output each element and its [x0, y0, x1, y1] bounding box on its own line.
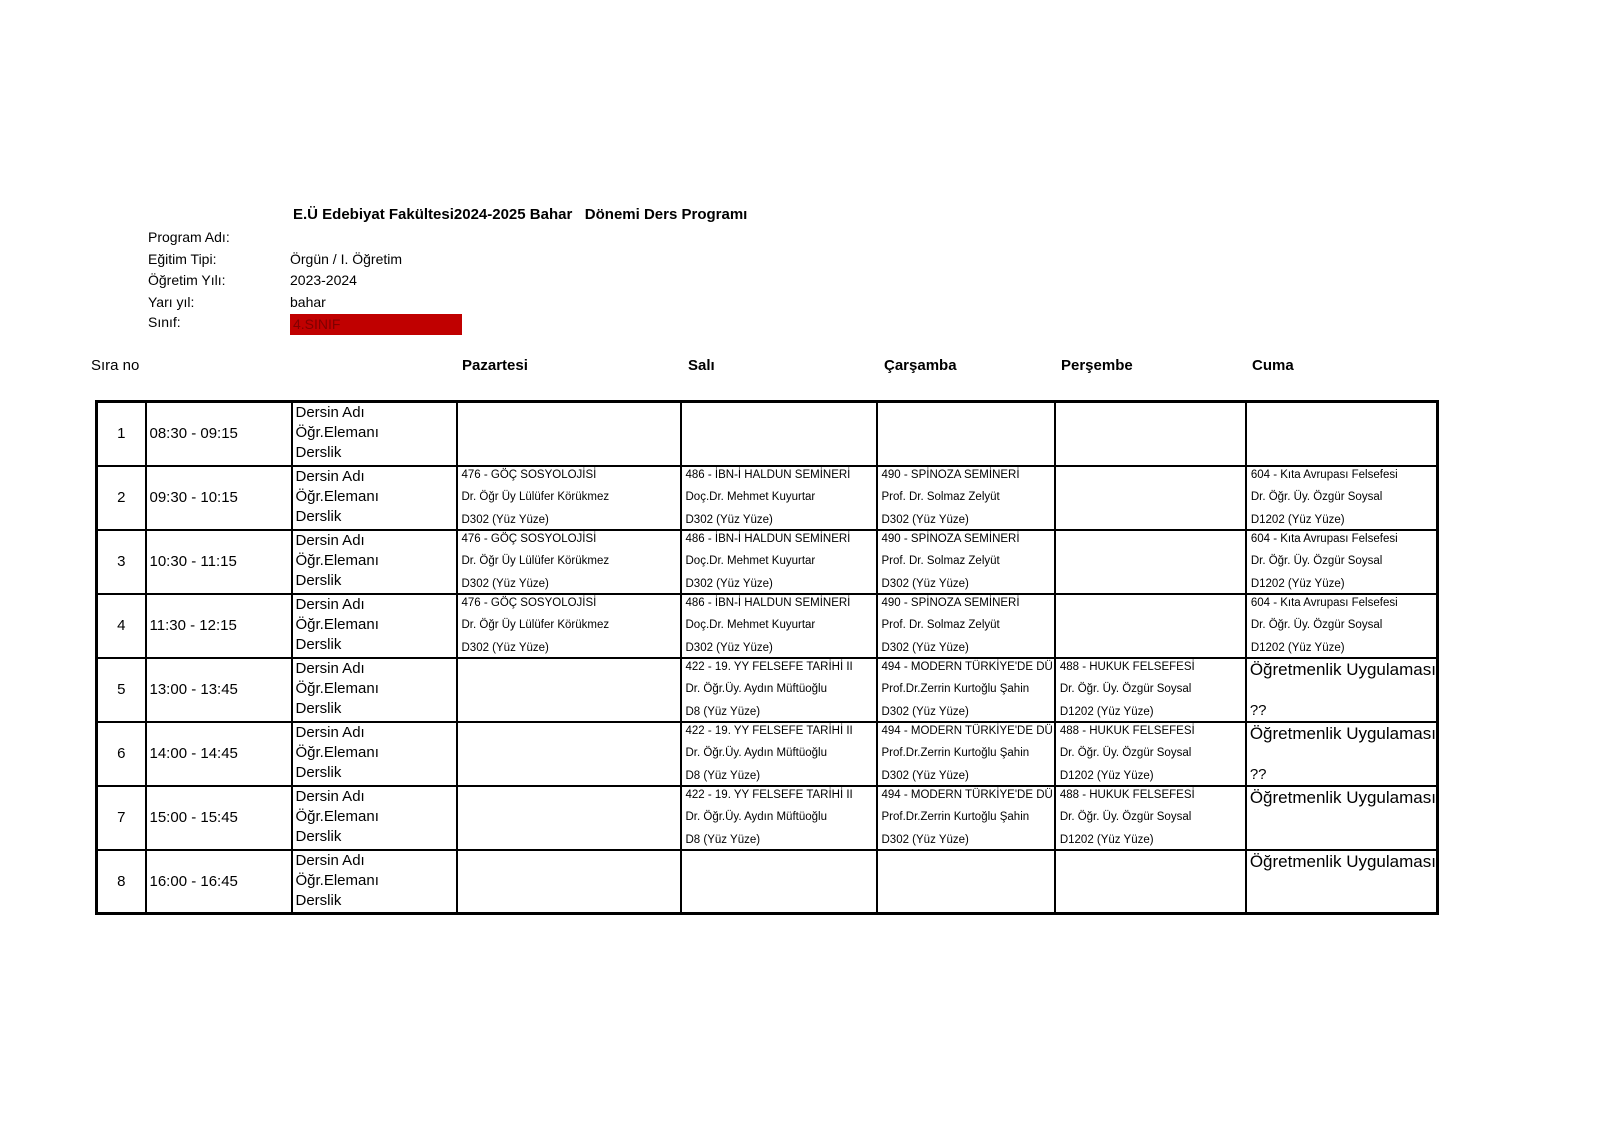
row-label-line: Derslik — [295, 891, 342, 909]
course-entry — [682, 659, 876, 721]
course-title: 486 - İBN-İ HALDUN SEMİNERİ — [685, 532, 851, 545]
meta-row-academic-year — [148, 272, 357, 294]
course-title: 422 - 19. YY FELSEFE TARİHİ II — [685, 724, 853, 737]
row-label-line: Öğr.Elemanı — [295, 487, 379, 505]
course-entry — [1247, 595, 1436, 657]
day-cell — [1246, 658, 1438, 722]
course-room: D8 (Yüz Yüze) — [685, 769, 761, 782]
course-title: 494 - MODERN TÜRKİYE'DE DÜ — [881, 724, 1053, 737]
day-cell — [681, 402, 877, 466]
course-instructor: Prof.Dr.Zerrin Kurtoğlu Şahin — [881, 683, 1030, 695]
course-title: 490 - SPİNOZA SEMİNERİ — [881, 532, 1020, 545]
schedule-row — [97, 530, 1438, 594]
practice-entry — [1247, 851, 1436, 911]
course-title: 486 - İBN-İ HALDUN SEMİNERİ — [685, 468, 851, 481]
course-instructor: Dr. Öğr Üy Lülüfer Körükmez — [461, 619, 610, 631]
course-instructor: Doç.Dr. Mehmet Kuyurtar — [685, 619, 816, 631]
day-header-sali: Salı — [688, 357, 715, 374]
course-title: 604 - Kıta Avrupası Felsefesi — [1250, 532, 1398, 545]
time-slot-cell: 10:30 - 11:15 — [146, 530, 292, 594]
course-instructor: Dr. Öğr. Üy. Özgür Soysal — [1059, 747, 1192, 759]
course-room: D302 (Yüz Yüze) — [685, 641, 773, 654]
time-slot-cell: 15:00 - 15:45 — [146, 786, 292, 850]
row-label-line: Dersin Adı — [295, 467, 365, 485]
time-slot-cell: 16:00 - 16:45 — [146, 850, 292, 914]
course-room: D302 (Yüz Yüze) — [881, 513, 969, 526]
row-label-line: Dersin Adı — [295, 531, 365, 549]
course-instructor: Doç.Dr. Mehmet Kuyurtar — [685, 555, 816, 567]
schedule-table — [95, 400, 1439, 915]
academic-year-value: 2023-2024 — [290, 272, 357, 288]
schedule-row — [97, 786, 1438, 850]
day-cell — [1246, 402, 1438, 466]
time-slot-cell: 11:30 - 12:15 — [146, 594, 292, 658]
day-cell — [1246, 786, 1438, 850]
class-label: Sınıf: — [148, 314, 181, 330]
course-entry — [682, 467, 876, 529]
day-cell — [877, 594, 1055, 658]
day-cell — [877, 850, 1055, 914]
course-title: 604 - Kıta Avrupası Felsefesi — [1250, 596, 1398, 609]
row-label-line: Öğr.Elemanı — [295, 743, 379, 761]
course-room: D1202 (Yüz Yüze) — [1250, 513, 1345, 526]
education-type-label: Eğitim Tipi: — [148, 251, 217, 267]
course-title: 486 - İBN-İ HALDUN SEMİNERİ — [685, 596, 851, 609]
day-cell — [1055, 786, 1246, 850]
day-header-cuma: Cuma — [1252, 357, 1294, 374]
row-labels-cell — [292, 786, 457, 850]
day-cell — [457, 530, 681, 594]
program-name-label: Program Adı: — [148, 229, 230, 245]
day-cell — [1246, 530, 1438, 594]
time-slot-cell: 13:00 - 13:45 — [146, 658, 292, 722]
day-cell — [1055, 402, 1246, 466]
row-label-line: Dersin Adı — [295, 595, 365, 613]
course-room: D302 (Yüz Yüze) — [461, 577, 549, 590]
day-cell — [1055, 722, 1246, 786]
practice-entry — [1247, 787, 1436, 847]
course-entry — [682, 531, 876, 593]
course-room: D1202 (Yüz Yüze) — [1250, 577, 1345, 590]
row-label-line: Dersin Adı — [295, 659, 365, 677]
day-cell — [1246, 850, 1438, 914]
course-entry — [878, 659, 1054, 721]
practice-title: Öğretmenlik Uygulaması — [1247, 660, 1436, 680]
schedule-row — [97, 658, 1438, 722]
row-number-cell: 3 — [97, 530, 146, 594]
day-cell — [681, 530, 877, 594]
course-room: D302 (Yüz Yüze) — [881, 833, 969, 846]
row-labels-cell — [292, 850, 457, 914]
row-labels-cell — [292, 530, 457, 594]
row-labels-cell — [292, 722, 457, 786]
day-cell — [1055, 850, 1246, 914]
course-entry — [878, 531, 1054, 593]
course-entry — [458, 531, 680, 593]
day-header-carsamba: Çarşamba — [884, 357, 957, 374]
academic-year-label: Öğretim Yılı: — [148, 272, 226, 288]
row-label-line: Öğr.Elemanı — [295, 679, 379, 697]
day-cell — [877, 530, 1055, 594]
course-instructor: Dr. Öğr. Üy. Özgür Soysal — [1059, 811, 1192, 823]
semester-label: Yarı yıl: — [148, 294, 195, 310]
course-instructor: Prof. Dr. Solmaz Zelyüt — [881, 491, 1000, 503]
day-cell — [457, 658, 681, 722]
row-label-line: Derslik — [295, 827, 342, 845]
practice-entry — [1247, 723, 1436, 783]
day-cell — [1055, 658, 1246, 722]
course-instructor: Dr. Öğr. Üy. Özgür Soysal — [1250, 619, 1383, 631]
course-title: 490 - SPİNOZA SEMİNERİ — [881, 468, 1020, 481]
day-cell — [1246, 594, 1438, 658]
course-entry — [682, 595, 876, 657]
day-cell — [877, 402, 1055, 466]
course-instructor: Prof.Dr.Zerrin Kurtoğlu Şahin — [881, 811, 1030, 823]
course-room: D1202 (Yüz Yüze) — [1250, 641, 1345, 654]
course-room: D302 (Yüz Yüze) — [685, 577, 773, 590]
course-instructor: Dr. Öğr.Üy. Aydın Müftüoğlu — [685, 747, 827, 759]
row-label-line: Dersin Adı — [295, 404, 365, 421]
row-number-cell: 1 — [97, 402, 146, 466]
practice-note: ?? — [1249, 765, 1267, 783]
day-cell — [681, 594, 877, 658]
course-instructor: Dr. Öğr Üy Lülüfer Körükmez — [461, 555, 610, 567]
course-room: D302 (Yüz Yüze) — [461, 641, 549, 654]
row-label-line: Öğr.Elemanı — [295, 615, 379, 633]
row-labels-cell — [292, 594, 457, 658]
course-instructor: Dr. Öğr. Üy. Özgür Soysal — [1250, 491, 1383, 503]
day-cell — [877, 466, 1055, 530]
meta-row-semester — [148, 294, 326, 316]
day-cell — [1055, 594, 1246, 658]
time-slot-cell: 08:30 - 09:15 — [146, 402, 292, 466]
day-cell — [681, 850, 877, 914]
time-slot-cell: 09:30 - 10:15 — [146, 466, 292, 530]
day-cell — [681, 658, 877, 722]
corner-label-sira-no: Sıra no — [91, 357, 140, 374]
course-room: D302 (Yüz Yüze) — [685, 513, 773, 526]
course-title: 476 - GÖÇ SOSYOLOJİSİ — [461, 596, 597, 609]
course-title: 494 - MODERN TÜRKİYE'DE DÜ — [881, 660, 1053, 673]
course-entry — [458, 595, 680, 657]
schedule-row — [97, 850, 1438, 914]
row-label-line: Öğr.Elemanı — [295, 551, 379, 569]
day-cell — [681, 722, 877, 786]
schedule-row — [97, 722, 1438, 786]
practice-title: Öğretmenlik Uygulaması — [1247, 852, 1436, 872]
course-entry — [1247, 531, 1436, 593]
course-title: 422 - 19. YY FELSEFE TARİHİ II — [685, 788, 853, 801]
course-entry — [1056, 787, 1245, 849]
practice-note: ?? — [1249, 701, 1267, 719]
course-instructor: Prof.Dr.Zerrin Kurtoğlu Şahin — [881, 747, 1030, 759]
course-entry — [878, 787, 1054, 849]
row-number-cell: 6 — [97, 722, 146, 786]
course-room: D8 (Yüz Yüze) — [685, 833, 761, 846]
day-cell — [1246, 722, 1438, 786]
day-header-persembe: Perşembe — [1061, 357, 1133, 374]
row-number-cell: 5 — [97, 658, 146, 722]
row-label-line: Derslik — [295, 444, 342, 461]
course-title: 604 - Kıta Avrupası Felsefesi — [1250, 468, 1398, 481]
course-entry — [682, 787, 876, 849]
row-label-line: Derslik — [295, 571, 342, 589]
practice-entry — [1247, 659, 1436, 719]
course-title: 488 - HUKUK FELSEFESİ — [1059, 660, 1195, 673]
course-room: D302 (Yüz Yüze) — [881, 577, 969, 590]
course-title: 490 - SPİNOZA SEMİNERİ — [881, 596, 1020, 609]
row-number-cell: 4 — [97, 594, 146, 658]
course-room: D1202 (Yüz Yüze) — [1059, 705, 1154, 718]
time-slot-cell: 14:00 - 14:45 — [146, 722, 292, 786]
row-labels-cell — [292, 466, 457, 530]
course-instructor: Dr. Öğr.Üy. Aydın Müftüoğlu — [685, 683, 827, 695]
row-label-line: Öğr.Elemanı — [295, 871, 379, 889]
day-cell — [1055, 466, 1246, 530]
class-value-highlight: 4.SINIF — [290, 314, 462, 335]
practice-title: Öğretmenlik Uygulaması — [1247, 724, 1436, 744]
row-number-cell: 2 — [97, 466, 146, 530]
course-entry — [1056, 659, 1245, 721]
row-label-line: Derslik — [295, 763, 342, 781]
row-label-line: Öğr.Elemanı — [295, 807, 379, 825]
day-cell — [877, 658, 1055, 722]
meta-row-program — [148, 229, 290, 251]
course-title: 422 - 19. YY FELSEFE TARİHİ II — [685, 660, 853, 673]
course-entry — [878, 467, 1054, 529]
course-title: 476 - GÖÇ SOSYOLOJİSİ — [461, 468, 597, 481]
course-instructor: Dr. Öğr. Üy. Özgür Soysal — [1250, 555, 1383, 567]
course-instructor: Doç.Dr. Mehmet Kuyurtar — [685, 491, 816, 503]
row-label-line: Derslik — [295, 635, 342, 653]
meta-row-education-type — [148, 251, 402, 273]
course-instructor: Prof. Dr. Solmaz Zelyüt — [881, 619, 1000, 631]
course-room: D8 (Yüz Yüze) — [685, 705, 761, 718]
course-room: D302 (Yüz Yüze) — [881, 641, 969, 654]
row-number-cell: 8 — [97, 850, 146, 914]
row-label-line: Derslik — [295, 507, 342, 525]
course-entry — [682, 723, 876, 785]
course-room: D1202 (Yüz Yüze) — [1059, 833, 1154, 846]
day-cell — [457, 594, 681, 658]
course-title: 488 - HUKUK FELSEFESİ — [1059, 788, 1195, 801]
row-label-line: Dersin Adı — [295, 851, 365, 869]
row-label-line: Derslik — [295, 699, 342, 717]
day-cell — [877, 722, 1055, 786]
row-label-line: Öğr.Elemanı — [295, 424, 379, 441]
row-label-line: Dersin Adı — [295, 723, 365, 741]
course-entry — [1056, 723, 1245, 785]
day-cell — [457, 466, 681, 530]
schedule-row — [97, 594, 1438, 658]
row-label-line: Dersin Adı — [295, 787, 365, 805]
course-room: D302 (Yüz Yüze) — [461, 513, 549, 526]
day-cell — [877, 786, 1055, 850]
day-cell — [457, 850, 681, 914]
course-title: 494 - MODERN TÜRKİYE'DE DÜ — [881, 788, 1053, 801]
course-title: 476 - GÖÇ SOSYOLOJİSİ — [461, 532, 597, 545]
day-cell — [1246, 466, 1438, 530]
course-room: D302 (Yüz Yüze) — [881, 769, 969, 782]
course-entry — [1247, 467, 1436, 529]
row-labels-cell — [292, 658, 457, 722]
meta-row-class — [148, 314, 462, 336]
course-entry — [878, 723, 1054, 785]
day-cell — [457, 402, 681, 466]
course-room: D302 (Yüz Yüze) — [881, 705, 969, 718]
day-header-pazartesi: Pazartesi — [462, 357, 528, 374]
course-title: 488 - HUKUK FELSEFESİ — [1059, 724, 1195, 737]
course-instructor: Dr. Öğr.Üy. Aydın Müftüoğlu — [685, 811, 827, 823]
row-labels-cell — [292, 402, 457, 466]
day-cell — [681, 786, 877, 850]
row-number-cell: 7 — [97, 786, 146, 850]
education-type-value: Örgün / I. Öğretim — [290, 251, 403, 267]
course-room: D1202 (Yüz Yüze) — [1059, 769, 1154, 782]
schedule-row — [97, 402, 1438, 466]
course-instructor: Prof. Dr. Solmaz Zelyüt — [881, 555, 1000, 567]
schedule-row — [97, 466, 1438, 530]
day-cell — [457, 786, 681, 850]
course-entry — [458, 467, 680, 529]
practice-title: Öğretmenlik Uygulaması — [1247, 788, 1436, 808]
day-cell — [1055, 530, 1246, 594]
course-entry — [878, 595, 1054, 657]
day-cell — [681, 466, 877, 530]
page-title: E.Ü Edebiyat Fakültesi2024-2025 Bahar Dönemi Ders Programı — [293, 206, 748, 223]
course-instructor: Dr. Öğr. Üy. Özgür Soysal — [1059, 683, 1192, 695]
day-cell — [457, 722, 681, 786]
semester-value: bahar — [290, 294, 326, 310]
course-instructor: Dr. Öğr Üy Lülüfer Körükmez — [461, 491, 610, 503]
